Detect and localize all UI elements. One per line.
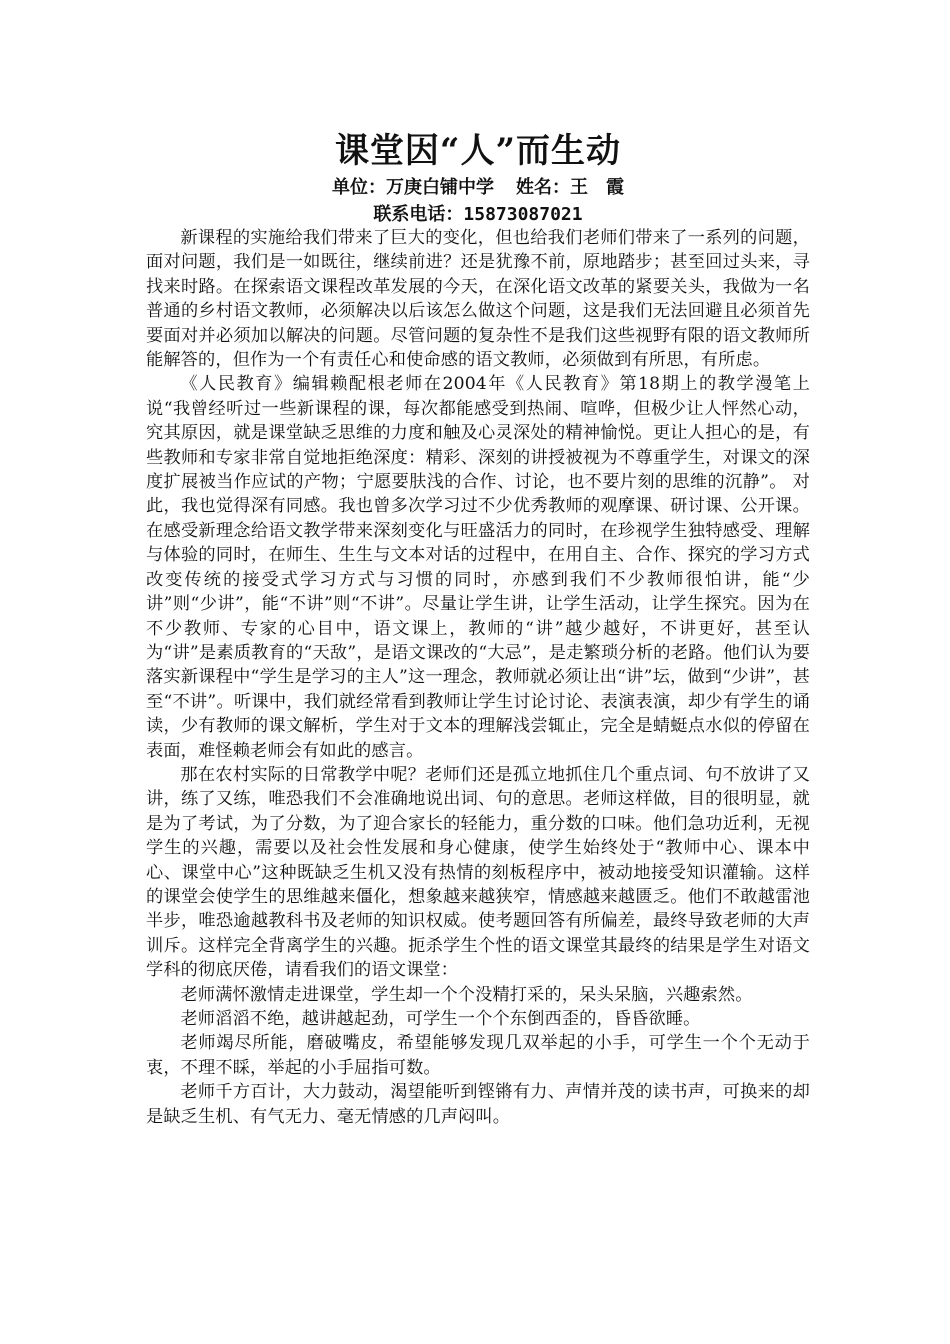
phone-value: 15873087021 — [463, 204, 583, 225]
paragraph: 老师满怀激情走进课堂，学生却一个个没精打采的，呆头呆脑，兴趣索然。 — [180, 984, 753, 1005]
name-value: 王 霞 — [570, 177, 624, 198]
paragraph: 那在农村实际的日常教学中呢？老师们还是孤立地抓住几个重点词、句不放讲了又讲，练了又练，唯恐我们不会准确地说出词、句的意思。老师这样做，目的很明显，就是为了考试，为了分数，为了迎合家长的轻能力，重分数的口味。他们急功近利，无视学生的兴趣，需要以及社会性发展和身心健康，使学生始终处于“教师中心、课本中心、课堂中心”这种既缺乏生机又没有热情的刻板程序中，被动地接受知识灌输。这样的课堂会使学生的思维越来僵化，想象越来越狭窄，情感越来越匮乏。他们不敢越雷池半步，唯恐逾越教科书及老师的知识权威。使考题回答有所偏差，最终导致老师的大声训斥。这样完全背离学生的兴趣。扼杀学生个性的语文课堂其最终的结果是学生对语文学科的彻底厌倦，请看我们的语文课堂： — [146, 764, 810, 981]
phone-label: 联系电话： — [373, 204, 464, 225]
unit-value: 万庚白铺中学 — [386, 177, 494, 198]
document-body — [146, 226, 810, 1129]
document-title: 课堂因“人”而生动 — [334, 131, 622, 171]
name-label: 姓名： — [516, 177, 570, 198]
paragraph: 新课程的实施给我们带来了巨大的变化，但也给我们老师们带来了一系列的问题，面对问题，我们是一如既往，继续前进？还是犹豫不前，原地踏步；甚至回过头来，寻找来时路。在探索语文课程改革发展的今天，在深化语文改革的紧要关头，我做为一名普通的乡村语文教师，必须解决以后该怎么做这个问题，这是我们无法回避且必须首先要面对并必须加以解决的问题。尽管问题的复杂性不是我们这些视野有限的语文教师所能解答的，但作为一个有责任心和使命感的语文教师，必须做到有所思，有所虑。 — [146, 228, 810, 371]
author-info — [146, 174, 810, 201]
paragraph: 《人民教育》编辑赖配根老师在2004年《人民教育》第18期上的教学漫笔上说“我曾经听过一些新课程的课，每次都能感受到热闹、喧哗，但极少让人怦然心动，究其原因，就是课堂缺乏思维的力度和触及心灵深处的精神愉悦。更让人担心的是，有些教师和专家非常自觉地拒绝深度：精彩、深刻的讲授被视为不尊重学生，对课文的深度扩展被当作应试的产物；宁愿要肤浅的合作、讨论，也不要片刻的思维的沉静”。 对此，我也觉得深有同感。我也曾多次学习过不少优秀教师的观摩课、研讨课、公开课。在感受新理念给语文教学带来深刻变化与旺盛活力的同时，在珍视学生独特感受、理解与体验的同时，在师生、生生与文本对话的过程中，在用自主、合作、探究的学习方式改变传统的接受式学习方式与习惯的同时，亦感到我们不少教师很怕讲，能“少讲”则“少讲”，能“不讲”则“不讲”。尽量让学生讲，让学生活动，让学生探究。因为在不少教师、专家的心目中，语文课上，教师的“讲”越少越好，不讲更好，甚至认为“讲”是素质教育的“天敌”，是语文课改的“大忌”，是走繁琐分析的老路。他们认为要落实新课程中“学生是学习的主人”这一理念，教师就必须让出“讲”坛，做到“少讲”，甚至“不讲”。听课中，我们就经常看到教师让学生讨论讨论、表演表演，却少有学生的诵读，少有教师的课文解析，学生对于文本的理解浅尝辄止，完全是蜻蜓点水似的停留在表面，难怪赖老师会有如此的感言。 — [146, 374, 810, 761]
unit-label: 单位： — [332, 177, 386, 198]
paragraph: 老师千方百计，大力鼓动，渴望能听到铿锵有力、声情并茂的读书声，可换来的却是缺乏生机、有气无力、毫无情感的几声闷叫。 — [146, 1082, 810, 1127]
paragraph: 老师竭尽所能，磨破嘴皮，希望能够发现几双举起的小手，可学生一个个无动于衷，不理不睬，举起的小手屈指可数。 — [146, 1033, 810, 1078]
contact-info — [146, 201, 810, 228]
document-page — [146, 128, 810, 1129]
paragraph: 老师滔滔不绝，越讲越起劲，可学生一个个东倒西歪的，昏昏欲睡。 — [180, 1009, 701, 1029]
